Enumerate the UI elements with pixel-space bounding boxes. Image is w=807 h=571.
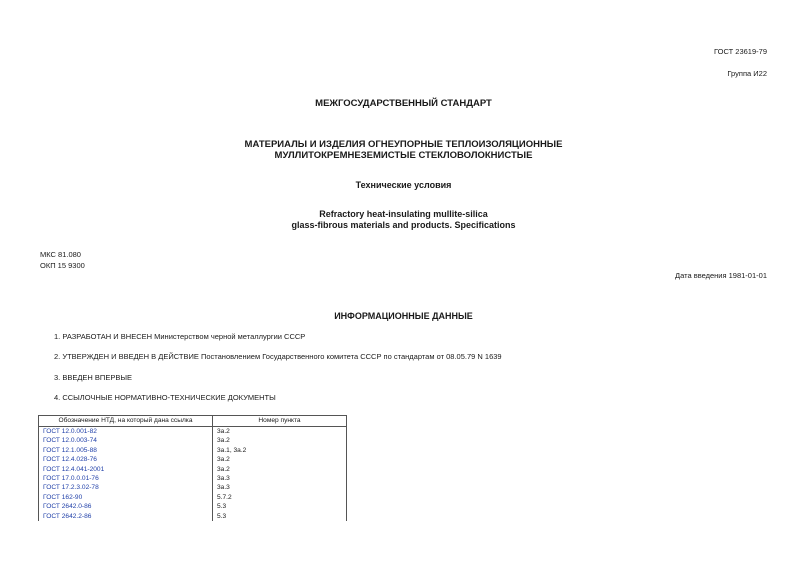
- table-row: [39, 512, 347, 521]
- classification-group: Группа И22: [727, 69, 767, 78]
- info-item-developed: 1. РАЗРАБОТАН И ВНЕСЕН Министерством черной металлургии СССР: [54, 332, 306, 341]
- info-item-first-introduced: 3. ВВЕДЕН ВПЕРВЫЕ: [54, 373, 132, 382]
- clause-number: 3а.2: [213, 436, 347, 445]
- document-link[interactable]: ГОСТ 17.2.3.02-78: [39, 483, 213, 492]
- clause-number: 3а.3: [213, 483, 347, 492]
- document-link[interactable]: ГОСТ 17.0.0.01-76: [39, 474, 213, 483]
- clause-number: 5.3: [213, 512, 347, 521]
- column-header-clause: Номер пункта: [213, 416, 347, 427]
- table-header-row: [39, 416, 347, 427]
- clause-number: 3а.1, 3а.2: [213, 446, 347, 455]
- references-table: [38, 415, 347, 521]
- title-en-line2: glass-fibrous materials and products. Specifications: [291, 220, 516, 230]
- clause-number: 3а.2: [213, 427, 347, 437]
- table-row: [39, 427, 347, 437]
- document-link[interactable]: ГОСТ 2642.0-86: [39, 502, 213, 511]
- table-row: [39, 446, 347, 455]
- table-row: [39, 465, 347, 474]
- okp-code: ОКП 15 9300: [40, 261, 85, 270]
- clause-number: 5.3: [213, 502, 347, 511]
- info-heading: ИНФОРМАЦИОННЫЕ ДАННЫЕ: [334, 311, 473, 321]
- document-link[interactable]: ГОСТ 12.0.001-82: [39, 427, 213, 437]
- document-link[interactable]: ГОСТ 12.4.028-76: [39, 455, 213, 464]
- document-number: ГОСТ 23619-79: [713, 47, 767, 56]
- clause-number: 3а.3: [213, 474, 347, 483]
- title-ru-line1: МАТЕРИАЛЫ И ИЗДЕЛИЯ ОГНЕУПОРНЫЕ ТЕПЛОИЗОЛЯЦИОННЫЕ: [244, 139, 563, 150]
- table-row: [39, 493, 347, 502]
- document-link[interactable]: ГОСТ 12.4.041-2001: [39, 465, 213, 474]
- introduction-date: Дата введения 1981-01-01: [675, 271, 767, 280]
- clause-number: 3а.2: [213, 465, 347, 474]
- title-ru-line2: МУЛЛИТОКРЕМНЕЗЕМИСТЫЕ СТЕКЛОВОЛОКНИСТЫЕ: [274, 150, 533, 161]
- info-item-approved: 2. УТВЕРЖДЕН И ВВЕДЕН В ДЕЙСТВИЕ Постановлением Государственного комитета СССР по стандартам от 08.05.79 N 1639: [54, 352, 502, 361]
- document-link[interactable]: ГОСТ 12.0.003-74: [39, 436, 213, 445]
- clause-number: 5.7.2: [213, 493, 347, 502]
- table-row: [39, 474, 347, 483]
- info-item-references: 4. ССЫЛОЧНЫЕ НОРМАТИВНО-ТЕХНИЧЕСКИЕ ДОКУМЕНТЫ: [54, 393, 276, 402]
- document-link[interactable]: ГОСТ 12.1.005-88: [39, 446, 213, 455]
- document-link[interactable]: ГОСТ 2642.2-86: [39, 512, 213, 521]
- document-link[interactable]: ГОСТ 162-90: [39, 493, 213, 502]
- clause-number: 3а.2: [213, 455, 347, 464]
- table-row: [39, 502, 347, 511]
- title-en-line1: Refractory heat-insulating mullite-silica: [319, 209, 488, 219]
- table-row: [39, 436, 347, 445]
- table-row: [39, 483, 347, 492]
- column-header-document: Обозначение НТД, на который дана ссылка: [39, 416, 213, 427]
- standard-type: МЕЖГОСУДАРСТВЕННЫЙ СТАНДАРТ: [315, 98, 492, 109]
- subtitle-ru: Технические условия: [355, 180, 452, 190]
- table-row: [39, 455, 347, 464]
- mks-code: МКС 81.080: [40, 250, 81, 259]
